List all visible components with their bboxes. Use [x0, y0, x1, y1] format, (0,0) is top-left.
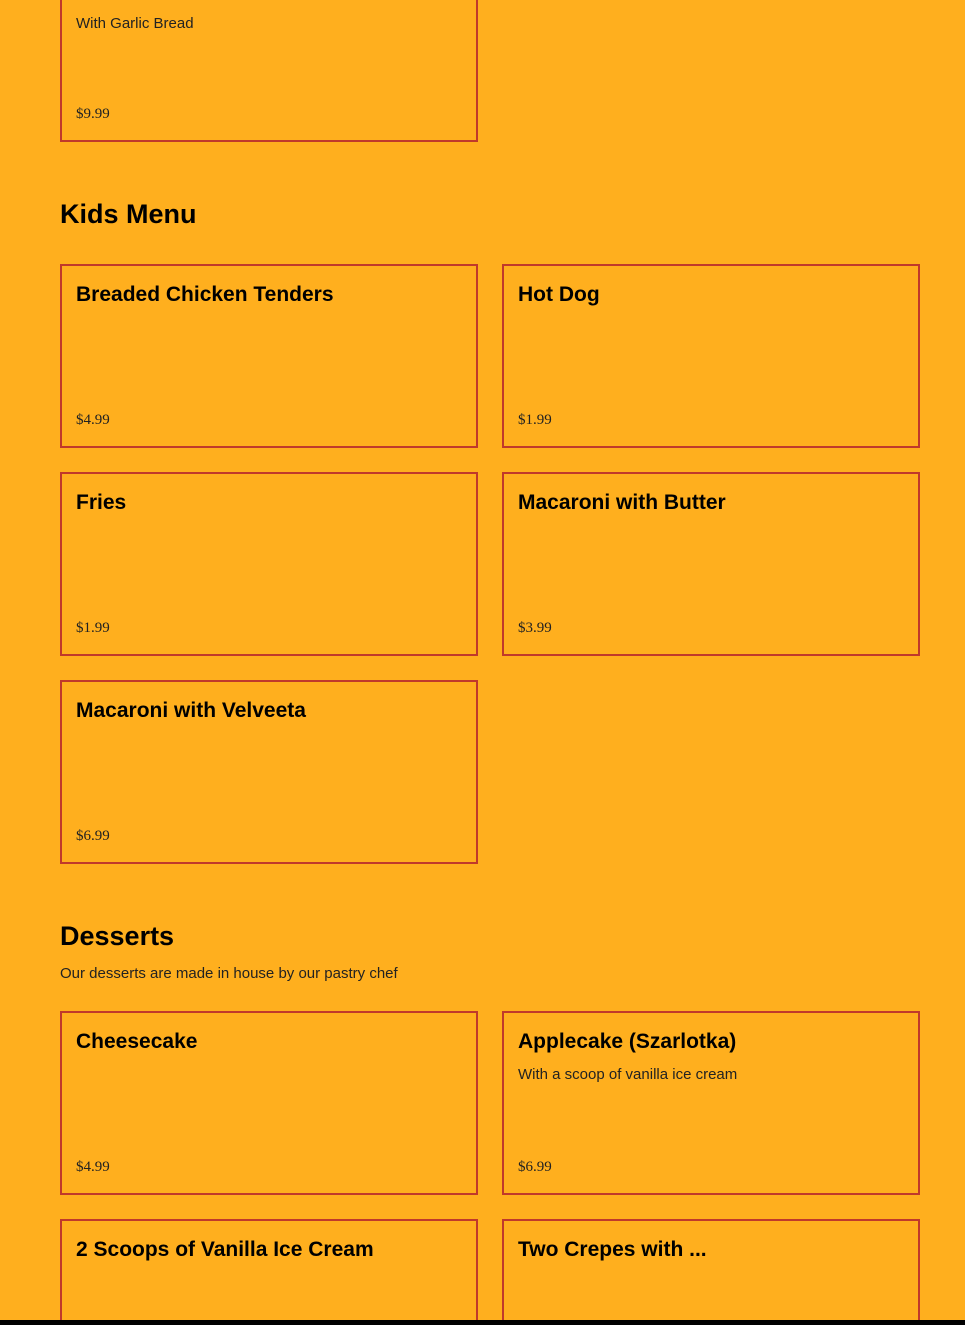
menu-item-card[interactable]	[502, 1011, 920, 1195]
menu-item-price: $3.99	[518, 620, 552, 636]
menu-item-name: Hot Dog	[518, 283, 600, 306]
menu-item-price: $1.99	[518, 412, 552, 428]
menu-item-name: Fries	[76, 491, 127, 514]
menu-item-card[interactable]	[60, 1011, 478, 1195]
menu-item-card[interactable]	[60, 472, 478, 656]
menu-item-description: With Garlic Bread	[76, 15, 194, 32]
menu-item-price: $6.99	[76, 828, 110, 844]
menu-item-price: $1.99	[76, 620, 110, 636]
menu-item-card[interactable]	[502, 264, 920, 448]
menu-item-card[interactable]	[60, 680, 478, 864]
section-title-kids-menu: Kids Menu	[60, 199, 197, 229]
menu-item-name: Two Crepes with ...	[518, 1238, 707, 1261]
menu-item-price: $4.99	[76, 1159, 110, 1175]
menu-item-name: Applecake (Szarlotka)	[518, 1030, 737, 1053]
menu-item-name: 2 Scoops of Vanilla Ice Cream	[76, 1238, 374, 1261]
menu-item-card[interactable]	[60, 1219, 478, 1320]
menu-item-card[interactable]	[60, 264, 478, 448]
section-description: Our desserts are made in house by our pastry chef	[60, 965, 398, 982]
menu-item-price: $6.99	[518, 1159, 552, 1175]
menu-item-name: Macaroni with Velveeta	[76, 699, 306, 722]
menu-item-card[interactable]	[502, 1219, 920, 1320]
menu-item-price: $4.99	[76, 412, 110, 428]
menu-item-name: Cheesecake	[76, 1030, 198, 1053]
menu-item-card[interactable]	[60, 0, 478, 142]
menu-item-description: With a scoop of vanilla ice cream	[518, 1066, 738, 1083]
section-title-desserts: Desserts	[60, 921, 175, 951]
menu-item-price: $9.99	[76, 106, 110, 122]
menu-item-name: Breaded Chicken Tenders	[76, 283, 334, 306]
menu-item-name: Macaroni with Butter	[518, 491, 726, 514]
menu-item-card[interactable]	[502, 472, 920, 656]
